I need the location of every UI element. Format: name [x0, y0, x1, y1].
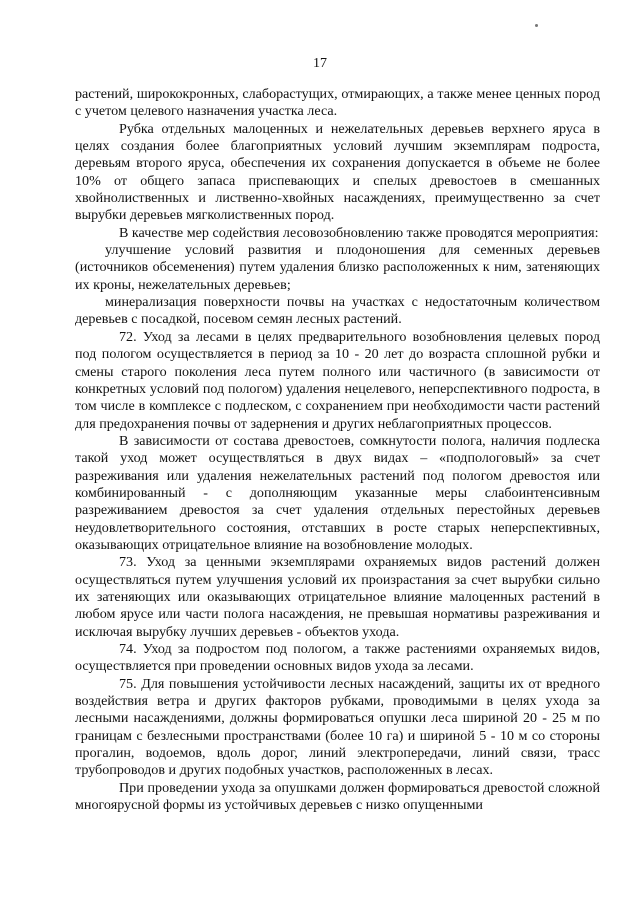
paragraph-75: 75. Для повышения устойчивости лесных насаждений, защиты их от вредного воздействия ветра и других факторов рубками, проводимыми в целях ухода за лесными насаждениями, должны формироваться опушки леса шириной 20 - 25 м по границам с безлесными пространствами (более 10 га) и шириной 5 - 10 м со стороны прогалин, водоемов, вдоль дорог, линий электропередачи, линий связи, трасс трубопроводов и других подобных участков, расположенных в лесах. — [75, 675, 600, 779]
body-text — [75, 86, 600, 814]
paragraph-edge-care: При проведении ухода за опушками должен формироваться древостой сложной многоярусной формы из устойчивых деревьев с низко опущенными — [75, 779, 600, 814]
paragraph-reforestation-measures: В качестве мер содействия лесовозобновлению также проводятся мероприятия: — [119, 224, 599, 241]
list-item-seed-trees: улучшение условий развития и плодоношения для семенных деревьев (источников обсеменения) путем удаления близко расположенных к ним, затеняющих их кроны, нежелательных деревьев; — [75, 242, 600, 293]
paragraph-73: 73. Уход за ценными экземплярами охраняемых видов растений должен осуществляться путем улучшения условий их произрастания за счет вырубки сильно их затеняющих или оказывающих отрицательное влияние малоценных растений в любом ярусе или части полога насаждения, не превышая нормативы разреживания и исключая вырубку лучших деревьев - объектов ухода. — [75, 554, 600, 640]
paragraph-72-types: В зависимости от состава древостоев, сомкнутости полога, наличия подлеска такой уход может осуществляться в двух видах – «подпологовый» за счет разреживания или удаления нежелательных растений под пологом древостоя или комбинированный - с дополняющим указанные меры слабоинтенсивным разреживанием древостоя за счет удаления отдельных перестойных деревьев неудовлетворительного состояния, отставших в росте старых неперспективных, оказывающих отрицательное влияние на возобновление молодых. — [75, 432, 600, 553]
list-item-soil-mineralization: минерализация поверхности почвы на участках с недостаточным количеством деревьев с посадкой, посевом семян лесных растений. — [75, 294, 600, 328]
paragraph-continuation: растений, ширококронных, слаборастущих, отмирающих, а также менее ценных пород с учетом целевого назначения участка леса. — [75, 86, 600, 120]
paragraph-74: 74. Уход за подростом под пологом, а также растениями охраняемых видов, осуществляется при проведении основных видов ухода за лесами. — [75, 641, 600, 675]
page-number: 17 — [313, 56, 327, 71]
scan-speck — [535, 24, 538, 27]
paragraph-72: 72. Уход за лесами в целях предварительного возобновления целевых пород под пологом осуществляется в период за 10 - 20 лет до возраста сплошной рубки и смены старого поколения леса путем полного или частичного (в зависимости от конкретных условий под пологом) удаления нецелевого, неперспективного подроста, в том числе в комплексе с подлеском, с сохранением при необходимости части растений для предохранения почвы от задернения и других неблагоприятных процессов. — [75, 328, 600, 432]
paragraph-selective-felling: Рубка отдельных малоценных и нежелательных деревьев верхнего яруса в целях создания более благоприятных условий лучшим экземплярам подроста, деревьям второго яруса, обеспечения их сохранения допускается в объеме не более 10% от общего запаса приспевающих и спелых древостоев в смешанных хвойнолиственных и лиственно-хвойных насаждениях, преимущественно за счет вырубки деревьев мягколиственных пород. — [75, 120, 600, 224]
